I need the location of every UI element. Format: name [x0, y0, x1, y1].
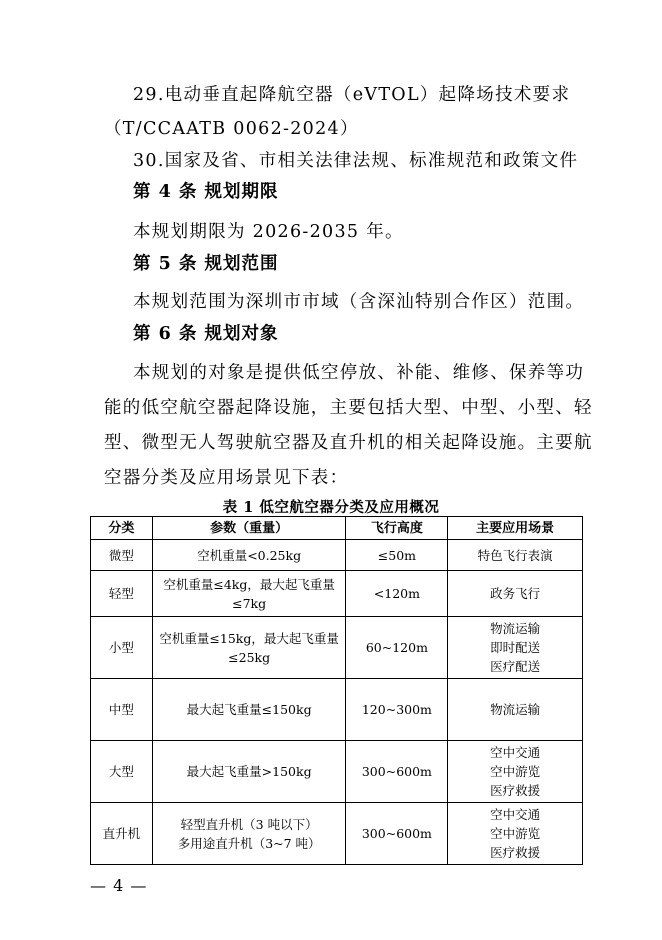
row-parameters [152, 803, 346, 865]
application-line: 医疗配送 [490, 659, 541, 674]
parameter-line: ≤7kg [232, 595, 267, 611]
parameter-line: 轻型直升机（3 吨以下） [180, 816, 318, 832]
row-flight-height: 120~300m [346, 679, 448, 741]
header-flight-height: 飞行高度 [346, 517, 448, 540]
application-line: 医疗救援 [490, 845, 541, 860]
row-category: 微型 [91, 540, 153, 571]
table-row [91, 540, 583, 571]
application-line: 空中交通 [490, 807, 541, 822]
application-line: 空中交通 [490, 745, 541, 760]
header-applications: 主要应用场景 [448, 517, 583, 540]
article-4-text: 本规划期限为 2026-2035 年。 [133, 222, 404, 242]
parameter-line: ≤25kg [228, 649, 271, 665]
application-line: 物流运输 [490, 702, 541, 717]
parameter-line: 空机重量≤4kg，最大起飞重量 [163, 576, 335, 592]
application-line: 特色飞行表演 [477, 547, 553, 563]
article-6-line2: 能的低空航空器起降设施，主要包括大型、中型、小型、轻 [104, 398, 593, 418]
row-category: 直升机 [91, 803, 153, 865]
row-parameters [152, 741, 346, 803]
table-row [91, 741, 583, 803]
article-5-title: 第 5 条 规划范围 [133, 254, 279, 274]
row-flight-height: 300~600m [346, 741, 448, 803]
row-applications [448, 679, 583, 741]
row-parameters [152, 617, 346, 679]
application-line: 即时配送 [490, 640, 541, 655]
article-5-text: 本规划范围为深圳市市域（含深汕特别合作区）范围。 [133, 292, 585, 312]
row-applications [448, 741, 583, 803]
article-4-title: 第 4 条 规划期限 [133, 182, 279, 202]
table-row [91, 679, 583, 741]
row-parameters [152, 540, 346, 571]
row-parameters [152, 679, 346, 741]
row-category: 中型 [91, 679, 153, 741]
application-line: 空中游览 [490, 826, 541, 841]
aircraft-classification-table [90, 516, 583, 865]
row-applications [448, 571, 583, 617]
header-category: 分类 [91, 517, 153, 540]
article-6-line3: 型、微型无人驾驶航空器及直升机的相关起降设施。主要航 [104, 433, 593, 453]
article-6-title: 第 6 条 规划对象 [133, 324, 279, 344]
table-row [91, 803, 583, 865]
parameter-line: 空机重量≤15kg，最大起飞重量 [159, 630, 339, 646]
article-6-line1: 本规划的对象是提供低空停放、补能、维修、保养等功 [133, 363, 585, 383]
row-applications [448, 803, 583, 865]
application-line: 政务飞行 [490, 586, 541, 601]
row-flight-height: <120m [346, 571, 448, 617]
application-line: 物流运输 [490, 621, 541, 636]
row-parameters [152, 571, 346, 617]
application-line: 空中游览 [490, 764, 541, 779]
row-flight-height: ≤50m [346, 540, 448, 571]
parameter-line: 最大起飞重量>150kg [186, 764, 312, 779]
table-caption: 表 1 低空航空器分类及应用概况 [222, 499, 440, 516]
table-row [91, 617, 583, 679]
item-29-line2: （T/CCAATB 0062-2024） [104, 119, 359, 139]
page-number: — 4 — [90, 876, 148, 895]
application-line: 医疗救援 [490, 783, 541, 798]
row-category: 大型 [91, 741, 153, 803]
row-category: 小型 [91, 617, 153, 679]
table-header-row [91, 517, 583, 540]
table-row [91, 571, 583, 617]
parameter-line: 最大起飞重量≤150kg [186, 702, 312, 717]
row-applications [448, 617, 583, 679]
item-29-line1: 29.电动垂直起降航空器（eVTOL）起降场技术要求 [133, 85, 571, 105]
row-flight-height: 300~600m [346, 803, 448, 865]
row-category: 轻型 [91, 571, 153, 617]
row-flight-height: 60~120m [346, 617, 448, 679]
header-parameters: 参数（重量） [152, 517, 346, 540]
article-6-line4: 空器分类及应用场景见下表： [104, 468, 349, 488]
parameter-line: 多用途直升机（3~7 吨） [177, 835, 321, 851]
item-30: 30.国家及省、市相关法律法规、标准规范和政策文件 [133, 151, 579, 171]
parameter-line: 空机重量<0.25kg [197, 547, 302, 563]
row-applications [448, 540, 583, 571]
